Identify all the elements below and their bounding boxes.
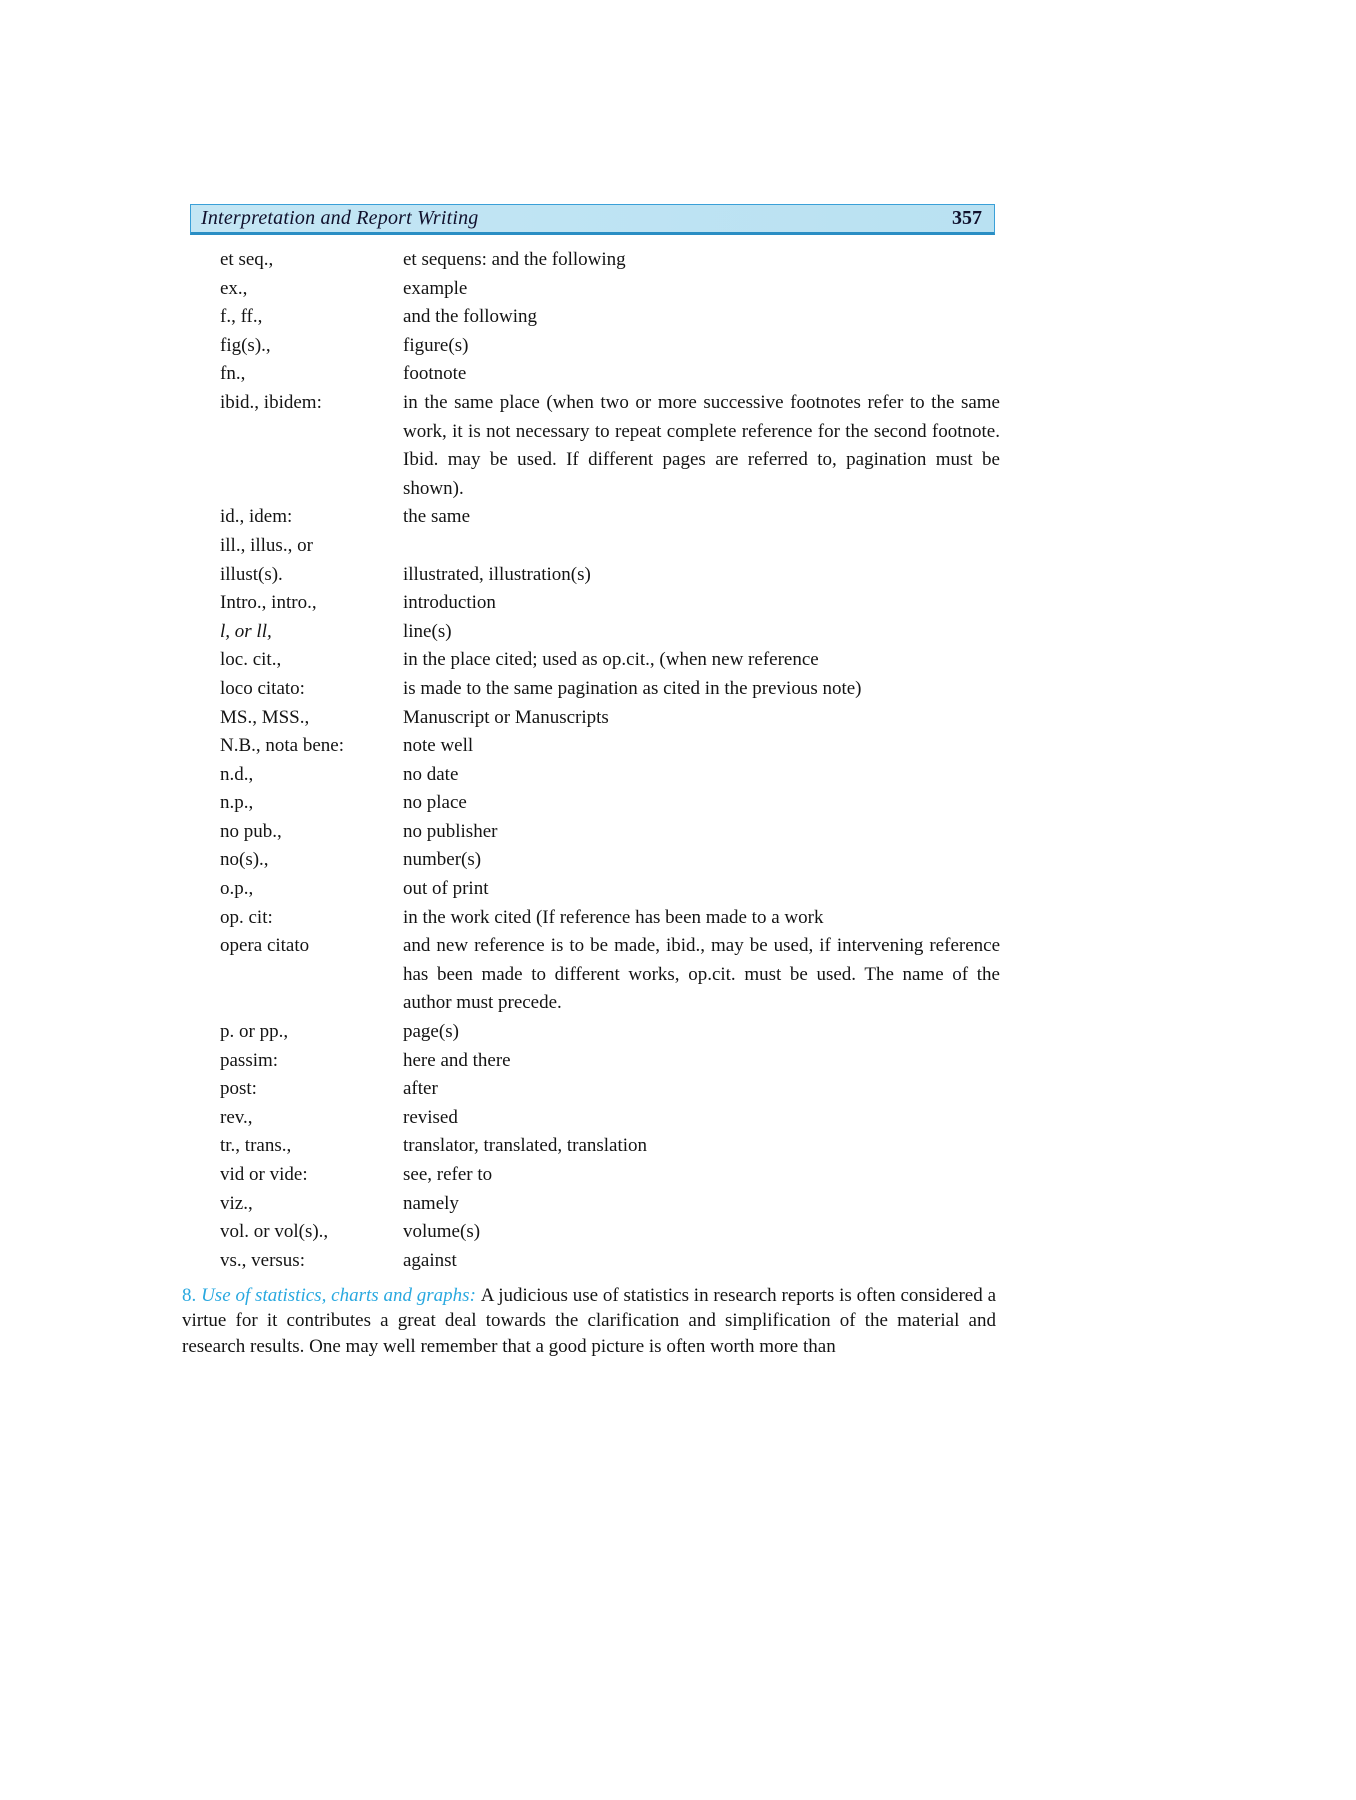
abbreviation-definition: line(s) [403, 620, 452, 642]
abbreviation-definition: the same [403, 506, 471, 528]
abbreviation-term: o.p., [220, 878, 254, 900]
abbreviation-row [220, 303, 1000, 332]
abbreviation-term: post: [220, 1078, 257, 1100]
abbreviation-row [220, 532, 1000, 561]
abbreviation-definition: and new reference is to be made, ibid., may be used, if intervening reference has been made to different works, op.cit. must be used. The name of the author must precede. [403, 935, 1000, 1014]
abbreviation-term: n.d., [220, 763, 254, 785]
abbreviation-term: no pub., [220, 820, 282, 842]
abbreviation-term: tr., trans., [220, 1135, 292, 1157]
abbreviation-row [220, 1247, 1000, 1276]
abbreviation-definition: footnote [403, 363, 467, 385]
abbreviation-term: Intro., intro., [220, 592, 317, 614]
section-body-text: A judicious use of statistics in research reports is often considered a virtue for it contributes a great deal towards the clarification and simplification of the material and research results. One may well remember that a good picture is often worth more than [182, 1285, 997, 1357]
abbreviation-definition: note well [403, 735, 474, 757]
abbreviation-term: vid or vide: [220, 1164, 308, 1185]
abbreviation-definition: et sequens: and the following [403, 249, 626, 270]
abbreviation-term: id., idem: [220, 506, 293, 528]
page-header-banner [190, 204, 995, 235]
abbreviation-row [220, 1161, 1000, 1190]
abbreviation-term: ill., illus., or [220, 534, 313, 556]
abbreviation-term: no(s)., [220, 849, 269, 871]
abbreviation-term: illust(s). [220, 563, 283, 585]
abbreviation-definition: here and there [403, 1049, 511, 1071]
abbreviation-definition: illustrated, illustration(s) [403, 563, 591, 585]
abbreviation-definition: no publisher [403, 820, 498, 842]
section-number: 8. [182, 1285, 202, 1306]
abbreviation-term: ex., [220, 277, 248, 299]
abbreviation-row [220, 875, 1000, 904]
abbreviation-term: ibid., ibidem: [220, 391, 322, 413]
abbreviation-row [220, 904, 1000, 933]
abbreviation-definition: translator, translated, translation [403, 1135, 648, 1157]
abbreviation-definition: is made to the same pagination as cited in the previous note) [403, 677, 862, 699]
abbreviation-row [220, 332, 1000, 361]
abbreviation-definition: against [403, 1249, 457, 1271]
abbreviation-term: n.p., [220, 792, 254, 814]
abbreviation-definition: page(s) [403, 1021, 459, 1043]
abbreviation-term: rev., [220, 1106, 253, 1128]
abbreviation-term: et seq., [220, 249, 274, 270]
abbreviation-term: opera citato [220, 935, 310, 957]
abbreviation-row [220, 675, 1000, 704]
abbreviation-term: loc. cit., [220, 649, 282, 671]
abbreviation-list [220, 246, 1000, 1275]
abbreviation-term: MS., MSS., [220, 706, 310, 728]
abbreviation-row [220, 761, 1000, 790]
abbreviation-row [220, 618, 1000, 647]
abbreviation-row [220, 932, 1000, 1018]
abbreviation-row [220, 1047, 1000, 1076]
abbreviation-term: loco citato: [220, 677, 305, 699]
abbreviation-definition: introduction [403, 592, 496, 614]
abbreviation-definition: out of print [403, 878, 489, 900]
abbreviation-definition: no date [403, 763, 459, 785]
abbreviation-row [220, 589, 1000, 618]
abbreviation-definition: revised [403, 1106, 458, 1128]
abbreviation-row [220, 789, 1000, 818]
abbreviation-definition: in the work cited (If reference has been made to a work [403, 906, 824, 928]
abbreviation-row [220, 846, 1000, 875]
abbreviation-term: p. or pp., [220, 1021, 289, 1043]
abbreviation-definition: figure(s) [403, 334, 469, 356]
abbreviation-term: vs., versus: [220, 1249, 305, 1271]
abbreviation-row [220, 1132, 1000, 1161]
abbreviation-definition: in the place cited; used as op.cit., (when new reference [403, 649, 819, 671]
abbreviation-term: viz., [220, 1192, 253, 1214]
abbreviation-definition: volume(s) [403, 1221, 481, 1243]
abbreviation-definition: example [403, 277, 468, 299]
abbreviation-row [220, 818, 1000, 847]
abbreviation-row [220, 561, 1000, 590]
body-paragraph [182, 1283, 996, 1359]
abbreviation-definition: after [403, 1078, 438, 1100]
abbreviation-term: f., ff., [220, 306, 263, 328]
abbreviation-term: fn., [220, 363, 246, 385]
abbreviation-row [220, 389, 1000, 503]
abbreviation-term: op. cit: [220, 906, 273, 928]
abbreviation-row [220, 704, 1000, 733]
abbreviation-row [220, 503, 1000, 532]
abbreviation-definition: and the following [403, 306, 538, 328]
page-number: 357 [952, 207, 982, 229]
abbreviation-term: passim: [220, 1049, 279, 1071]
abbreviation-row [220, 1104, 1000, 1133]
abbreviation-row [220, 646, 1000, 675]
abbreviation-definition: no place [403, 792, 467, 814]
abbreviation-definition: see, refer to [403, 1164, 493, 1185]
abbreviation-row [220, 1218, 1000, 1247]
abbreviation-definition: namely [403, 1192, 459, 1214]
chapter-title: Interpretation and Report Writing [201, 207, 479, 229]
abbreviation-definition: in the same place (when two or more successive footnotes refer to the same work, it is not necessary to repeat complete reference for the second footnote. Ibid. may be used. If different pages are referred to, pagination must be shown). [403, 391, 1000, 499]
abbreviation-term: N.B., nota bene: [220, 735, 345, 757]
abbreviation-row [220, 246, 1000, 275]
abbreviation-row [220, 1018, 1000, 1047]
section-lead: Use of statistics, charts and graphs: [201, 1285, 481, 1306]
abbreviation-row [220, 360, 1000, 389]
abbreviation-row [220, 1190, 1000, 1219]
abbreviation-term: vol. or vol(s)., [220, 1221, 329, 1243]
abbreviation-term: l, or ll, [220, 620, 272, 642]
abbreviation-row [220, 732, 1000, 761]
abbreviation-definition: Manuscript or Manuscripts [403, 706, 609, 728]
abbreviation-term: fig(s)., [220, 334, 271, 356]
abbreviation-row [220, 275, 1000, 304]
abbreviation-definition: number(s) [403, 849, 482, 871]
abbreviation-row [220, 1075, 1000, 1104]
